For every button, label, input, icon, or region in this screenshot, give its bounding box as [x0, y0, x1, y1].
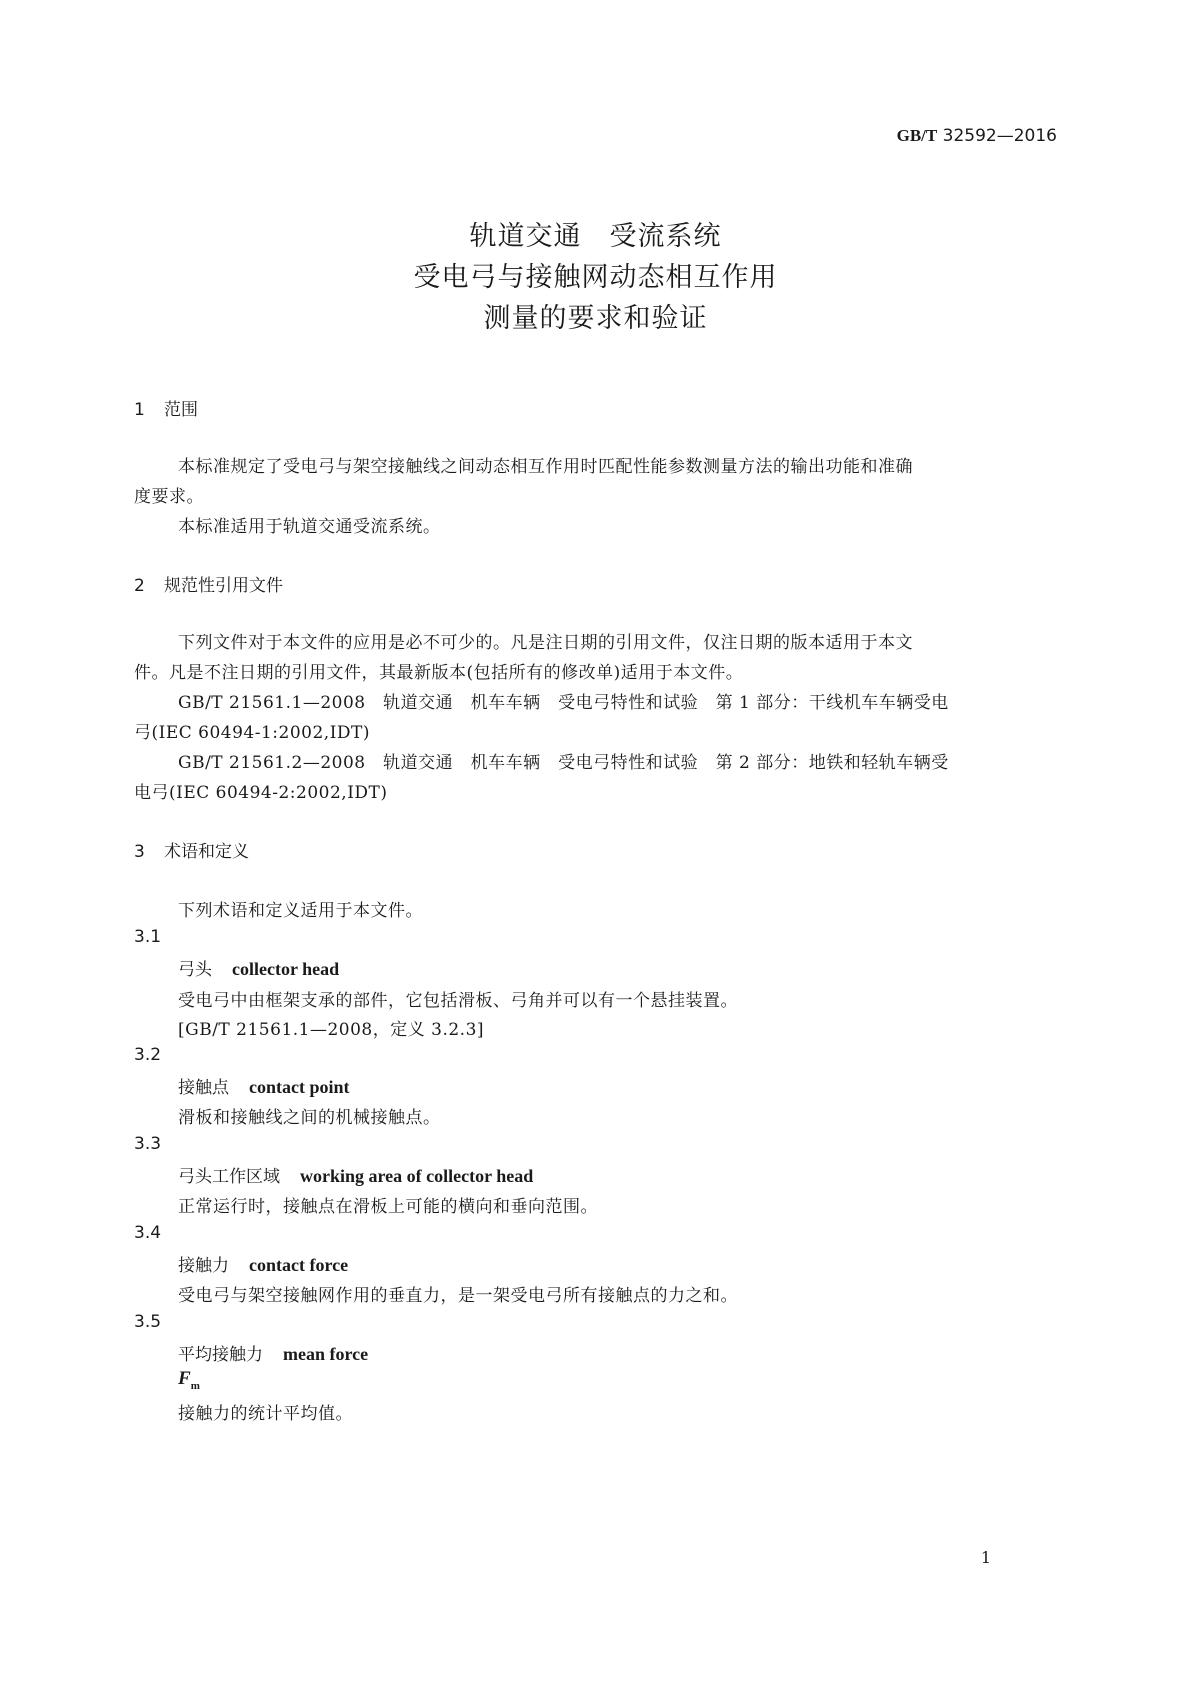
title-line-2: 受电弓与接触网动态相互作用: [413, 262, 778, 293]
reference-1-cont: 弓(IEC 60494-1:2002,IDT): [134, 723, 371, 743]
term-number: 3.2: [134, 1045, 162, 1065]
reference-2-cont: 电弓(IEC 60494-2:2002,IDT): [134, 783, 388, 803]
term-source: [GB/T 21561.1—2008，定义 3.2.3]: [178, 1020, 485, 1040]
term-heading: 接触点 contact point: [178, 1077, 350, 1098]
term-symbol: $F_m$: [178, 1368, 200, 1392]
term-number: 3.4: [134, 1223, 162, 1243]
s1-paragraph-2: 本标准适用于轨道交通受流系统。: [178, 517, 441, 537]
term-number: 3.1: [134, 927, 162, 947]
term-definition: 正常运行时，接触点在滑板上可能的横向和垂向范围。: [178, 1197, 598, 1217]
s1-paragraph-1: 本标准规定了受电弓与架空接触线之间动态相互作用时匹配性能参数测量方法的输出功能和准确: [178, 457, 913, 477]
title-line-1: 轨道交通 受流系统: [469, 221, 722, 252]
standard-number: GB/T 32592—2016: [896, 126, 1057, 146]
term-heading: 弓头 collector head: [178, 959, 340, 980]
term-heading: 平均接触力 mean force: [178, 1344, 369, 1365]
term-definition: 接触力的统计平均值。: [178, 1404, 353, 1424]
term-number: 3.3: [134, 1134, 162, 1154]
section-2-heading: 2 规范性引用文件: [134, 576, 283, 596]
s2-paragraph-1: 下列文件对于本文件的应用是必不可少的。凡是注日期的引用文件，仅注日期的版本适用于本文: [178, 633, 913, 653]
s3-intro: 下列术语和定义适用于本文件。: [178, 901, 423, 921]
term-definition: 受电弓中由框架支承的部件，它包括滑板、弓角并可以有一个悬挂装置。: [178, 991, 738, 1011]
page-number: 1: [980, 1548, 991, 1567]
s2-paragraph-1-cont: 件。凡是不注日期的引用文件，其最新版本(包括所有的修改单)适用于本文件。: [134, 663, 744, 683]
reference-1: GB/T 21561.1—2008 轨道交通 机车车辆 受电弓特性和试验 第 1 部分：干线机车车辆受电: [178, 693, 949, 713]
s1-paragraph-1-cont: 度要求。: [134, 487, 204, 507]
term-heading: 接触力 contact force: [178, 1255, 349, 1276]
reference-2: GB/T 21561.2—2008 轨道交通 机车车辆 受电弓特性和试验 第 2 部分：地铁和轻轨车辆受: [178, 753, 949, 773]
section-1-heading: 1 范围: [134, 400, 198, 420]
term-definition: 滑板和接触线之间的机械接触点。: [178, 1108, 441, 1128]
section-3-heading: 3 术语和定义: [134, 842, 249, 862]
term-heading: 弓头工作区域 working area of collector head: [178, 1166, 534, 1187]
term-definition: 受电弓与架空接触网作用的垂直力，是一架受电弓所有接触点的力之和。: [178, 1286, 738, 1306]
title-line-3: 测量的要求和验证: [483, 303, 708, 334]
term-number: 3.5: [134, 1312, 162, 1332]
